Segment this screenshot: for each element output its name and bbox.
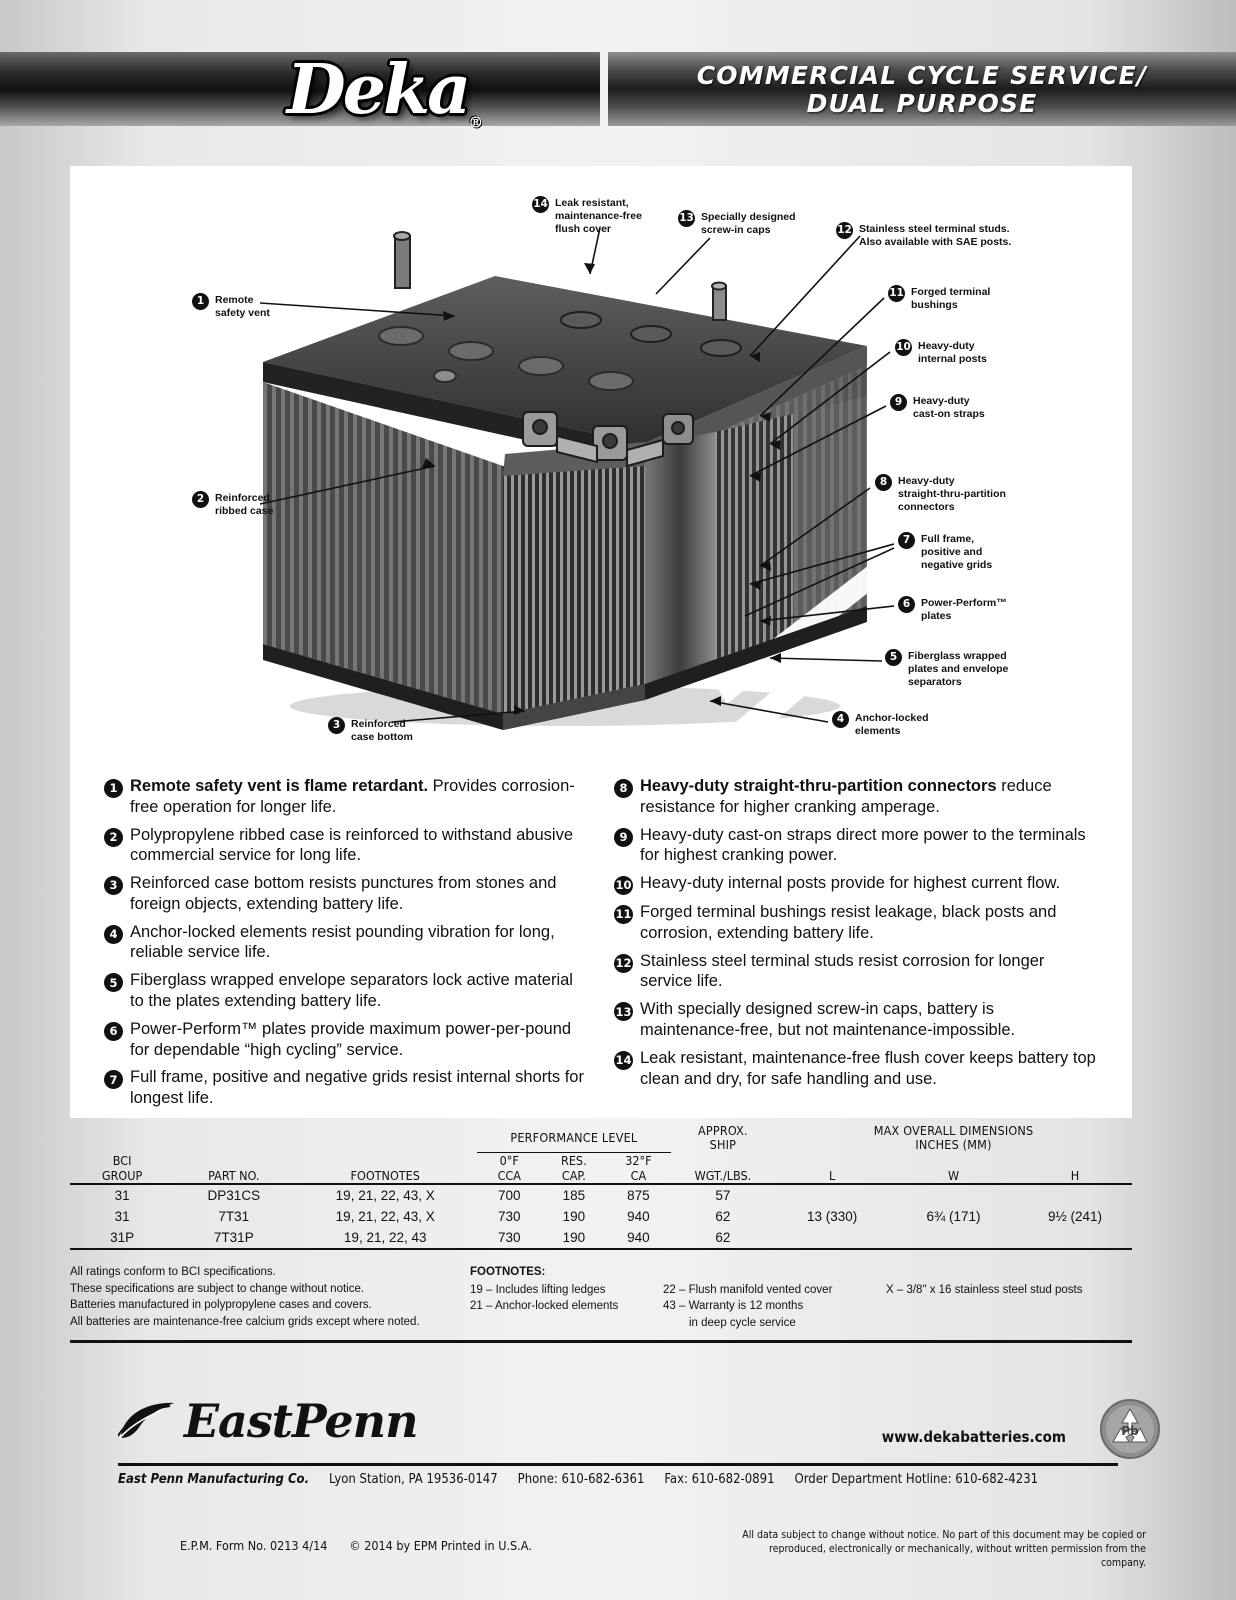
- callout-14-line2: maintenance-free: [555, 210, 642, 223]
- header-performance-level: PERFORMANCE LEVEL: [477, 1124, 671, 1153]
- callout-8-text: [898, 474, 1006, 514]
- table-row: [70, 1184, 1132, 1206]
- header-max-overall-dimensions: [775, 1124, 1132, 1153]
- callout-8-line2: straight-thru-partition: [898, 488, 1006, 501]
- deka-logo: [175, 48, 595, 133]
- col-header-height: H: [1018, 1153, 1132, 1185]
- cell-ship-weight: 57: [715, 1188, 731, 1204]
- feature-list: [70, 766, 1132, 1118]
- feature-number-7: 7: [104, 1070, 123, 1089]
- feature-text-9: Heavy-duty cast-on straps direct more power to the terminals for highest cranking power.: [640, 825, 1086, 865]
- callout-bullet-9: 9: [890, 394, 907, 411]
- feature-column-right: [614, 776, 1098, 1118]
- feature-item-10: [614, 873, 1098, 895]
- deka-wordmark: [287, 50, 483, 132]
- section-divider: [70, 1340, 1132, 1343]
- footnote-item: 22 – Flush manifold vented cover: [663, 1283, 833, 1296]
- callout-7-line1: Full frame,: [921, 533, 975, 545]
- cell-cca: 730: [477, 1227, 542, 1249]
- cell-height: [1018, 1184, 1132, 1206]
- cell-res-cap: 185: [562, 1188, 586, 1204]
- callout-14-line1: Leak resistant,: [555, 197, 629, 209]
- callout-bullet-7: 7: [898, 532, 915, 549]
- callout-1-text: [215, 293, 270, 320]
- callout-2-text: [215, 491, 273, 518]
- callout-14-text: [555, 196, 642, 236]
- callout-2: [192, 491, 273, 518]
- feature-item-11: [614, 902, 1098, 944]
- feature-number-4: 4: [104, 925, 123, 944]
- specification-table: [70, 1124, 1132, 1250]
- east-penn-logo: [118, 1394, 418, 1448]
- callout-bullet-4: 4: [832, 711, 849, 728]
- feature-text-3: Reinforced case bottom resists punctures from stones and foreign objects, extending battery life.: [130, 874, 557, 913]
- feature-headline-8: Heavy-duty straight-thru-partition connectors: [640, 777, 997, 795]
- feature-number-13: 13: [614, 1002, 633, 1021]
- header-approx: APPROX.: [698, 1123, 748, 1138]
- feature-item-9: [614, 825, 1098, 867]
- table-row: [70, 1206, 1132, 1227]
- header-approx-ship: [671, 1124, 775, 1153]
- feature-number-6: 6: [104, 1022, 123, 1041]
- cell-part-no: DP31CS: [207, 1188, 261, 1204]
- callout-3: [328, 717, 413, 744]
- col-header-cca-label: CCA: [497, 1168, 521, 1184]
- callout-bullet-5: 5: [885, 649, 902, 666]
- cell-length: 13 (330): [806, 1209, 858, 1225]
- battery-illustration: [245, 214, 885, 734]
- cell-res-cap: 190: [542, 1227, 607, 1249]
- callout-4-line1: Anchor-locked: [855, 712, 929, 724]
- callout-11: [888, 285, 990, 312]
- callout-10-line1: Heavy-duty: [918, 340, 975, 352]
- callout-12-text: [859, 222, 1011, 249]
- leaf-icon: [118, 1400, 176, 1442]
- callout-4-text: [855, 711, 929, 738]
- cell-ca: 940: [627, 1209, 650, 1225]
- feature-number-9: 9: [614, 828, 633, 847]
- header-dimensions-line2: INCHES (MM): [915, 1137, 992, 1153]
- cell-width: [889, 1227, 1018, 1249]
- footnote-item-continued: in deep cycle service: [689, 1317, 796, 1330]
- callout-4: [832, 711, 929, 738]
- header-title-line2: DUAL PURPOSE: [806, 89, 1038, 118]
- footnote-item: 21 – Anchor-locked elements: [470, 1300, 619, 1313]
- feature-item-7: [104, 1067, 588, 1109]
- col-header-bci: BCI: [112, 1153, 132, 1169]
- cell-bci-group: 31: [114, 1188, 130, 1204]
- cell-res-cap: 190: [562, 1209, 586, 1225]
- cell-length: [775, 1227, 889, 1249]
- feature-text-7: Full frame, positive and negative grids resist internal shorts for longest life.: [130, 1068, 584, 1108]
- cell-width: [889, 1184, 1018, 1206]
- callout-11-line2: bushings: [911, 299, 958, 312]
- callout-9-line2: cast-on straps: [913, 408, 985, 421]
- footnotes-block: [470, 1264, 1132, 1332]
- callout-14: [532, 196, 642, 236]
- content-panel: [70, 166, 1132, 1118]
- callout-5: [885, 649, 1008, 689]
- feature-number-14: 14: [614, 1051, 633, 1070]
- callout-1: [192, 293, 270, 320]
- feature-item-8: [614, 776, 1098, 818]
- cell-cca: 730: [498, 1209, 521, 1225]
- col-header-32f: 32°F: [625, 1153, 652, 1169]
- header-dimensions-line1: MAX OVERALL DIMENSIONS: [873, 1123, 1034, 1138]
- feature-text-13: With specially designed screw-in caps, battery is maintenance-free, but not maintenance-impossible.: [640, 1000, 1016, 1040]
- cell-ship-weight: 62: [715, 1209, 731, 1225]
- feature-text-1: [130, 776, 588, 818]
- footnotes-column-b: [663, 1282, 868, 1332]
- recycle-icon: [1099, 1398, 1161, 1460]
- specification-table-wrapper: [70, 1124, 1132, 1250]
- callout-bullet-12: 12: [836, 222, 853, 239]
- callout-bullet-1: 1: [192, 293, 209, 310]
- callout-bullet-11: 11: [888, 285, 905, 302]
- callout-7-line3: negative grids: [921, 559, 993, 572]
- feature-number-8: 8: [614, 779, 633, 798]
- footer-divider: [118, 1463, 1118, 1466]
- company-address: Lyon Station, PA 19536-0147: [329, 1472, 498, 1487]
- form-number: E.P.M. Form No. 0213 4/14: [180, 1538, 328, 1553]
- callout-bullet-14: 14: [532, 196, 549, 213]
- footnotes-title: FOOTNOTES:: [470, 1266, 546, 1278]
- feature-column-left: [104, 776, 588, 1118]
- cell-height: 9½ (241): [1047, 1209, 1102, 1225]
- callout-9-text: [913, 394, 985, 421]
- callout-13-line1: Specially designed: [701, 211, 796, 223]
- feature-text-6: Power-Perform™ plates provide maximum power-per-pound for dependable “high cycling” service.: [130, 1019, 572, 1059]
- legal-line-2: reproduced, electronically or mechanically, without written permission from the company.: [769, 1543, 1146, 1570]
- footer-contact-info: [118, 1472, 1128, 1487]
- feature-text-5: Fiberglass wrapped envelope separators lock active material to the plates extending battery life.: [130, 971, 573, 1011]
- feature-item-12: [614, 951, 1098, 993]
- feature-body-8: reduce resistance for higher cranking amperage.: [640, 777, 1052, 816]
- legal-disclaimer: [726, 1528, 1146, 1571]
- cell-bci-group: 31: [114, 1209, 130, 1225]
- recycle-label: Pb: [1121, 1424, 1139, 1438]
- callout-12: [836, 222, 1011, 249]
- callout-10-line2: internal posts: [918, 353, 987, 366]
- callout-bullet-3: 3: [328, 717, 345, 734]
- footnote-item: 19 – Includes lifting ledges: [470, 1283, 606, 1296]
- general-notes: [70, 1264, 470, 1332]
- spacer-cell-a: [70, 1124, 174, 1153]
- callout-6-line1: Power-Perform™: [921, 597, 1007, 609]
- logo-east: East: [184, 1394, 293, 1448]
- cell-width: 6¾ (171): [926, 1209, 981, 1225]
- callout-13-text: [701, 210, 796, 237]
- callout-11-text: [911, 285, 990, 312]
- col-header-group: GROUP: [101, 1168, 143, 1184]
- callout-5-text: [908, 649, 1008, 689]
- spacer-cell-b: [174, 1124, 293, 1153]
- feature-number-12: 12: [614, 954, 633, 973]
- cell-footnotes: 19, 21, 22, 43, X: [335, 1188, 435, 1204]
- cell-part-no: 7T31P: [174, 1227, 293, 1249]
- note-line: All ratings conform to BCI specifications.: [70, 1266, 276, 1278]
- order-hotline: Order Department Hotline: 610-682-4231: [794, 1472, 1039, 1487]
- feature-text-10: Heavy-duty internal posts provide for highest current flow.: [640, 874, 1061, 893]
- feature-item-14: [614, 1048, 1098, 1090]
- deka-brand-text: Deka: [286, 49, 469, 130]
- battery-cutaway-diagram: [70, 166, 1132, 766]
- callout-2-line1: Reinforced: [215, 492, 270, 504]
- callout-7: [898, 532, 992, 572]
- col-header-cap: CAP.: [561, 1168, 586, 1184]
- feature-item-1: [104, 776, 588, 818]
- feature-text-14: Leak resistant, maintenance-free flush cover keeps battery top clean and dry, for safe handling and use.: [640, 1048, 1096, 1088]
- callout-5-line3: separators: [908, 676, 962, 689]
- logo-penn: Penn: [292, 1394, 418, 1448]
- callout-8-line3: connectors: [898, 501, 955, 514]
- col-header-0f: 0°F: [499, 1153, 519, 1169]
- feature-number-11: 11: [614, 905, 633, 924]
- footnote-item: X – 3/8" x 16 stainless steel stud posts: [886, 1283, 1083, 1296]
- notes-section: [70, 1264, 1132, 1332]
- table-group-header-row: [70, 1124, 1132, 1153]
- company-fax: Fax: 610-682-0891: [664, 1472, 775, 1487]
- callout-7-text: [921, 532, 992, 572]
- callout-bullet-10: 10: [895, 339, 912, 356]
- callout-8: [875, 474, 1006, 514]
- table-row: [70, 1227, 1132, 1249]
- header-ship: SHIP: [709, 1137, 737, 1153]
- callout-10-text: [918, 339, 987, 366]
- company-name: East Penn Manufacturing Co.: [118, 1472, 310, 1487]
- col-header-res: RES.: [561, 1153, 587, 1169]
- callout-bullet-6: 6: [898, 596, 915, 613]
- feature-headline-1: Remote safety vent is flame retardant.: [130, 777, 429, 795]
- form-info: [180, 1538, 532, 1553]
- note-line: Batteries manufactured in polypropylene cases and covers.: [70, 1299, 372, 1312]
- page-header: [0, 0, 1236, 150]
- callout-2-line2: ribbed case: [215, 505, 274, 518]
- col-header-length: L: [775, 1153, 889, 1185]
- callout-3-text: [351, 717, 413, 744]
- feature-text-11: Forged terminal bushings resist leakage, black posts and corrosion, extending battery life.: [640, 903, 1057, 942]
- feature-item-2: [104, 825, 588, 867]
- cell-ca: 875: [627, 1188, 650, 1204]
- feature-number-5: 5: [104, 973, 123, 992]
- col-header-footnotes: FOOTNOTES: [293, 1153, 477, 1185]
- footnotes-column-a: [470, 1282, 645, 1332]
- callout-6-text: [921, 596, 1007, 623]
- note-line: All batteries are maintenance-free calcium grids except where noted.: [70, 1316, 420, 1329]
- callout-12-line2: Also available with SAE posts.: [859, 236, 1012, 249]
- footnotes-column-c: [886, 1282, 1132, 1332]
- callout-12-line1: Stainless steel terminal studs.: [859, 223, 1010, 235]
- table-sub-header-row: [70, 1153, 1132, 1185]
- col-header-ship-weight: WGT./LBS.: [671, 1153, 775, 1185]
- east-penn-wordmark: [184, 1394, 418, 1448]
- callout-9-line1: Heavy-duty: [913, 395, 970, 407]
- col-header-cca: [477, 1153, 542, 1185]
- callout-5-line2: plates and envelope: [908, 663, 1009, 676]
- feature-text-8: [640, 776, 1098, 818]
- spacer-cell-c: [293, 1124, 477, 1153]
- header-title: [608, 56, 1236, 124]
- callout-5-line1: Fiberglass wrapped: [908, 650, 1007, 662]
- callout-10: [895, 339, 987, 366]
- callout-13-line2: screw-in caps: [701, 224, 771, 237]
- website-link[interactable]: www.dekabatteries.com: [881, 1428, 1066, 1446]
- footnote-item: 43 – Warranty is 12 months: [663, 1300, 804, 1313]
- callout-6-line2: plates: [921, 610, 952, 623]
- col-header-res-cap: [542, 1153, 607, 1185]
- copyright-notice: © 2014 by EPM Printed in U.S.A.: [349, 1538, 532, 1553]
- col-header-width: W: [889, 1153, 1018, 1185]
- feature-number-2: 2: [104, 828, 123, 847]
- company-phone: Phone: 610-682-6361: [517, 1472, 645, 1487]
- callout-bullet-2: 2: [192, 491, 209, 508]
- cell-footnotes: 19, 21, 22, 43: [293, 1227, 477, 1249]
- callout-1-line2: safety vent: [215, 307, 270, 320]
- callout-9: [890, 394, 985, 421]
- callout-13: [678, 210, 796, 237]
- feature-item-3: [104, 873, 588, 915]
- callout-8-line1: Heavy-duty: [898, 475, 955, 487]
- callout-6: [898, 596, 1007, 623]
- cell-height: [1018, 1227, 1132, 1249]
- callout-11-line1: Forged terminal: [911, 286, 991, 298]
- footnotes-grid: [470, 1282, 1132, 1332]
- feature-item-13: [614, 999, 1098, 1041]
- header-title-line1: COMMERCIAL CYCLE SERVICE/: [696, 61, 1148, 90]
- col-header-ca-label: CA: [630, 1168, 647, 1184]
- callout-bullet-8: 8: [875, 474, 892, 491]
- col-header-part-no: PART NO.: [174, 1153, 293, 1185]
- feature-number-3: 3: [104, 876, 123, 895]
- feature-text-4: Anchor-locked elements resist pounding vibration for long, reliable service life.: [130, 922, 555, 962]
- cell-ship-weight: 62: [671, 1227, 775, 1249]
- registered-trademark-icon: ®: [468, 113, 484, 132]
- callout-3-line2: case bottom: [351, 731, 413, 744]
- feature-number-10: 10: [614, 876, 633, 895]
- feature-number-1: 1: [104, 779, 123, 798]
- legal-line-1: All data subject to change without notice. No part of this document may be copied or: [742, 1529, 1146, 1541]
- callout-3-line1: Reinforced: [351, 718, 406, 730]
- callout-1-line1: Remote: [215, 294, 254, 306]
- callout-4-line2: elements: [855, 725, 901, 738]
- feature-body-1: Provides corrosion-free operation for longer life.: [130, 777, 575, 816]
- feature-item-5: [104, 970, 588, 1012]
- feature-item-4: [104, 922, 588, 964]
- callout-bullet-13: 13: [678, 210, 695, 227]
- col-header-ca: [606, 1153, 671, 1185]
- callout-14-line3: flush cover: [555, 223, 612, 236]
- feature-text-12: Stainless steel terminal studs resist corrosion for longer service life.: [640, 951, 1045, 991]
- callout-7-line2: positive and: [921, 546, 983, 559]
- cell-footnotes: 19, 21, 22, 43, X: [335, 1209, 435, 1225]
- note-line: These specifications are subject to change without notice.: [70, 1282, 365, 1295]
- cell-ca: 940: [606, 1227, 671, 1249]
- cell-length: [775, 1184, 889, 1206]
- cell-cca: 700: [498, 1188, 521, 1204]
- cell-part-no: 7T31: [218, 1209, 250, 1225]
- col-header-bci-group: [70, 1153, 174, 1185]
- feature-item-6: [104, 1019, 588, 1061]
- cell-bci-group: 31P: [70, 1227, 174, 1249]
- feature-text-2: Polypropylene ribbed case is reinforced to withstand abusive commercial service for long life.: [130, 825, 574, 865]
